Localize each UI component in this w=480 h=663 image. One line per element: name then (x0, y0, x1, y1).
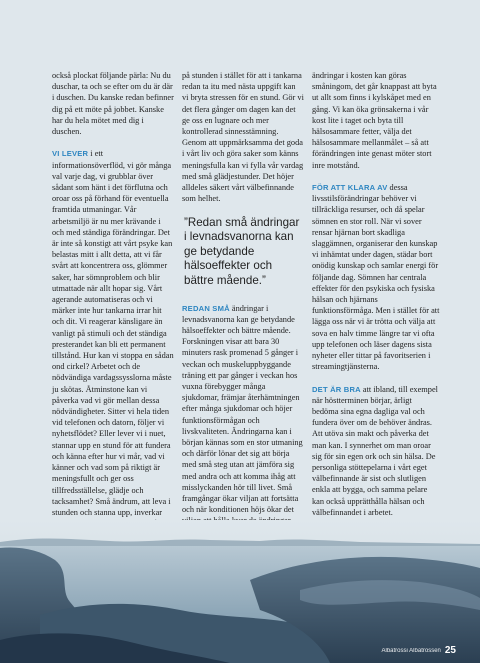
text-column-1 (52, 70, 174, 585)
paragraph-body: ändringar i levnadsvanorna kan ge betydande hälsoeffekter och bättre mående. Forskningen visar att bara 30 minuters rask promenad 5 gånger i veckan och muskeluppbyggande träning ett par gånger i veckan hos vuxna förebygger många sjukdomar, främjar återhämtningen efter många sjukdomar och höjer funktionsförmågan och livskvaliteten. Ändringarna kan i början kännas som en stor utmaning och därför lönar det sig att börja med små steg utan att jämföra sig med andra och att komma ihåg att misslyckanden hör till livet. Små framgångar ökar viljan att fortsätta och när konditionen höjs ökar det (182, 303, 303, 515)
magazine-name: Albatrossi Albatrossen (381, 647, 441, 654)
page-number: 25 (444, 645, 456, 656)
paragraph: ändringar i kosten kan göras småningom, det går knappast att byta ut allt som finns i kylskåpet med en gång. Vi kan öka grönsakerna i vår kost lite i taget och byta till hälsosammare fetter, välja det hälsosammare mellanmålet – så att förändringen inte genast möter stort inre motstånd. (312, 71, 437, 170)
page-footer (382, 645, 457, 656)
paragraph-body: i ett informationsöverflöd, vi gör många val varje dag, vi grubblar över sådant som hänt i det förflutna och oroar oss på förhand för eventuella framtida utmaningar. Vår arbetsmiljö är nu mer krävande i och med ständiga förändringar. Det är inte så konstigt att vårt psyke kan belastas mitt i allt detta, att vi får svårt att koncentrera oss, glömmer saker, har sömnproblem och blir utmattade när allt hopar sig. Vårt agerande automatiseras och vi märker inte hur tankarna irrar hit och dit. Vi reagerar känsligare än vanligt på stimuli och det ständiga presterandet kan bli ett permanent tillstånd. Hur kan vi stoppa en sådan ond cirkel? Arbetet och de nödvändiga vardagssysslorna måste ju skötas. Åtminstone kan vi påverka vad vi gör mellan dessa nödvändigheter. Sitter vi hela tiden vid telefonen och datorn, följer vi nyhetsflödet? Eller lever vi i nuet, stannar upp en stund för att fundera och känna efter hur vi mår, vad vi känner och vad som på riktigt är meningsfullt och ger oss tillfredsställelse, glädje och tacksamhet? Små ändrum, att leva i stunden och stanna upp, inverkar (52, 149, 174, 517)
paragraph-lead: REDAN SMÅ (182, 303, 230, 313)
paragraph (312, 182, 440, 372)
text-column-3 (312, 70, 440, 552)
text-column-2 (182, 70, 304, 571)
paragraph (52, 148, 174, 574)
paragraph-body: dessa livsstilsförändringar behöver vi tillräckliga resurser, och då spelar sömnen en stor roll. När vi sover rensar hjärnan bort skadliga slaggämnen, organiserar den kunskap vi inhämtat under dagen, städar bort onödig kunskap och samlar energi för följande dag. Sömnen har centrala effekter för den psykiska och fysiska hälsan och hjärnans funktionsförmåga. Men i stället för att lägga oss när vi är trötta och välja att sova en halv timme längre tar vi ofta upp telefonen och läser dagens sista nyheter eller tittar på favoritserien i streamingtjänsterna. (312, 183, 440, 372)
pull-quote: ”Redan små ändringar i levnadsvanorna kan ge betydande hälsoeffekter och bättre mående.” (184, 215, 300, 287)
paragraph-lead: FÖR ATT KLARA AV (312, 183, 388, 193)
paragraph-lead: VI LEVER (52, 149, 89, 159)
paragraph-body: att ibland, till exempel när höstterminen börjar, ärligt bedöma sina egna dagliga val och fundera över om de behöver ändras. Att utöva sin makt och påverka det man kan. I synnerhet om man oroar sig för sin egen ork och sin hälsa. De personliga stöttepelarna i vårt eget välbefinnande är sist och slutligen enkla att bygga, och samma pelare kan också upprätthålla hälsan och välbefinnandet i arbetet. (312, 384, 438, 517)
paragraph: på stunden i stället för att i tankarna redan ta itu med nästa uppgift kan vi bryta stressen för en stund. Gör vi det flera gånger om dagen kan det ge oss en lugnare och mer kontrollerad sinnesstämning. Genom att uppmärksamma det goda i vårt liv och göra saker som känns meningsfulla kan vi fylla vår vardag med små glädjestunder. Det höjer alldeles säkert vårt välbefinnande som helhet. (182, 71, 304, 204)
paragraph: också plockat följande pärla: Nu du duschar, ta och se efter om du är där i duschen. Du kanske redan befinner dig på ett möte på jobbet. Kanske har du hela mötet med dig i duschen. (52, 71, 174, 137)
paragraph-lead: DET ÄR BRA (312, 384, 361, 394)
paragraph (312, 384, 440, 518)
archipelago-photo (0, 520, 480, 663)
